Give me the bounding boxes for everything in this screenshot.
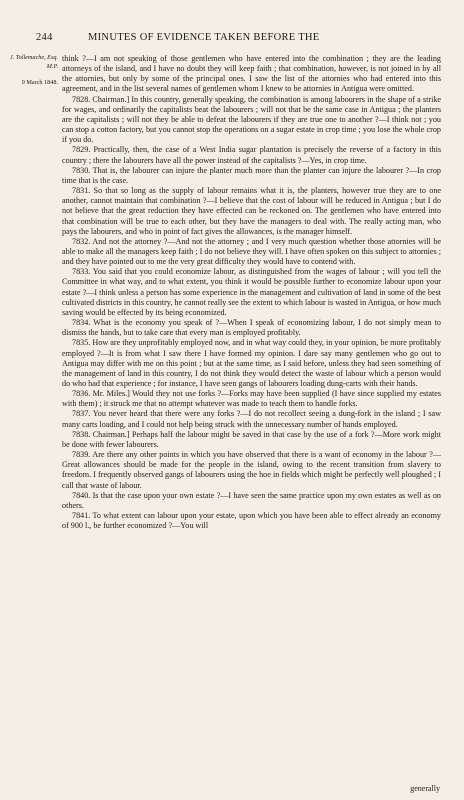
evidence-paragraph: 7841. To what extent can labour upon your estate, upon which you have been able to effect already an economy of 900 l., be further economized ?—You will (62, 511, 441, 531)
evidence-paragraph: 7834. What is the economy you speak of ?—When I speak of economizing labour, I do not simply mean to dismiss the hands, but to take care that every man is employed profitably. (62, 318, 441, 338)
catchword: generally (410, 784, 440, 793)
evidence-paragraph: 7829. Practically, then, the case of a West India sugar plantation is precisely the reverse of a factory in this country ; there the labourers have all the power instead of the capitalists ?—Yes, in crop time. (62, 145, 441, 165)
witness-title: M.P. (46, 62, 58, 70)
evidence-paragraph: 7833. You said that you could economize labour, as distinguished from the wages of labour ; will you tell the Committee in what way, and to what extent, you think it would be possible further to economize labour upon your estate ?—I think unless a person has some experience in the management and cultivation of land in some of the best cultivated districts in this country, he cannot really see the extent to which labour is wasted in Antigua, or how much saving would be effected by its being economized. (62, 267, 441, 317)
evidence-paragraph: 7831. So that so long as the supply of labour remains what it is, the planters, however true they are to one another, cannot maintain that combination ?—I believe that the cost of labour will be reduced in Antigua ; but I do not believe that the great reduction they have effected can be reckoned on. The gentlemen who have entered into that combination will be true to each other, but they have the managers to deal with. The really acting man, who pays the labourers, and who in point of fact gives the allowances, is the manager himself. (62, 186, 441, 236)
page-header (36, 32, 440, 46)
evidence-paragraph: 7828. Chairman.] In this country, generally speaking, the combination is among labourers in the shape of a strike for wages, and ordinarily the capitalists beat the labourers ; will not that be the same case in Antigua ; the planters are the capitalists ; will not they be able to defeat the labourers if they are true one to another ?—I think not ; you can stop a cotton factory, but you cannot stop the operations on a sugar estate in crop time ; you lose the whole crop if you do. (62, 94, 441, 145)
evidence-paragraph: 7838. Chairman.] Perhaps half the labour might be saved in that case by the use of a fork ?—More work might be done with fewer labourers. (62, 429, 441, 449)
evidence-paragraph: 7839. Are there any other points in which you have observed that there is a want of economy in the labour ?—Great allowances should be made for the people in the island, owing to the recent transition from slavery to freedom. I frequently observed gangs of labourers using the hoe in fields which might be perfectly well ploughed ; I call that waste of labour. (62, 450, 441, 490)
evidence-paragraph: 7837. You never heard that there were any forks ?—I do not recollect seeing a dung-fork in the island ; I saw many carts loading, and I could not help being struck with the unnecessary number of hands employed. (62, 409, 441, 429)
evidence-paragraph: 7835. How are they unprofitably employed now, and in what way could they, in your opinion, be more profitably employed ?—It is from what I saw there I have formed my opinion. I dare say many gentlemen who go out to Antigua may differ with me on this point ; but at the same time, as I said before, unless they had seen something of the management of land in this country, I do not think they would detect the waste of labour which a person would do who had that experience ; for instance, I have seen gangs of labourers loading dung-carts with their hands. (62, 338, 441, 388)
evidence-body (62, 54, 441, 784)
running-title: MINUTES OF EVIDENCE TAKEN BEFORE THE (88, 32, 320, 43)
margin-note (6, 54, 58, 88)
page-number: 244 (36, 32, 53, 43)
evidence-paragraph: think ?—I am not speaking of those gentlemen who have entered into the combination ; they are the leading attorneys of the island, and I have no doubt they will keep faith ; that combination, however, is not joined in by all the attornies, but only by some of the principal ones. I saw the list of the attornies who had entered into this agreement, and in the list several names of gentlemen whom I knew to be attornies in Antigua were omitted. (62, 54, 441, 94)
evidence-paragraph: 7832. And not the attorney ?—And not the attorney ; and I very much question whether those attornies will be able to make all the managers keep faith ; I do not believe they will. I have often spoken on this subject to attornies ; and they have pointed out to me the very great difficulty they would have to contend with. (62, 236, 441, 267)
evidence-paragraph: 7830. That is, the labourer can injure the planter much more than the planter can injure the labourer ?—In crop time that is the case. (62, 165, 441, 185)
witness-name: J. Tollemache, Esq. (9, 54, 58, 61)
evidence-paragraph: 7840. Is that the case upon your own estate ?—I have seen the same practice upon my own estates as well as on others. (62, 490, 441, 510)
evidence-paragraph: 7836. Mr. Miles.] Would they not use forks ?—Forks may have been supplied (I have since supplied my estates with them) ; it struck me that no attempt whatever was made to teach them to handle forks. (62, 389, 441, 409)
evidence-date: 9 March 1848. (21, 79, 58, 87)
